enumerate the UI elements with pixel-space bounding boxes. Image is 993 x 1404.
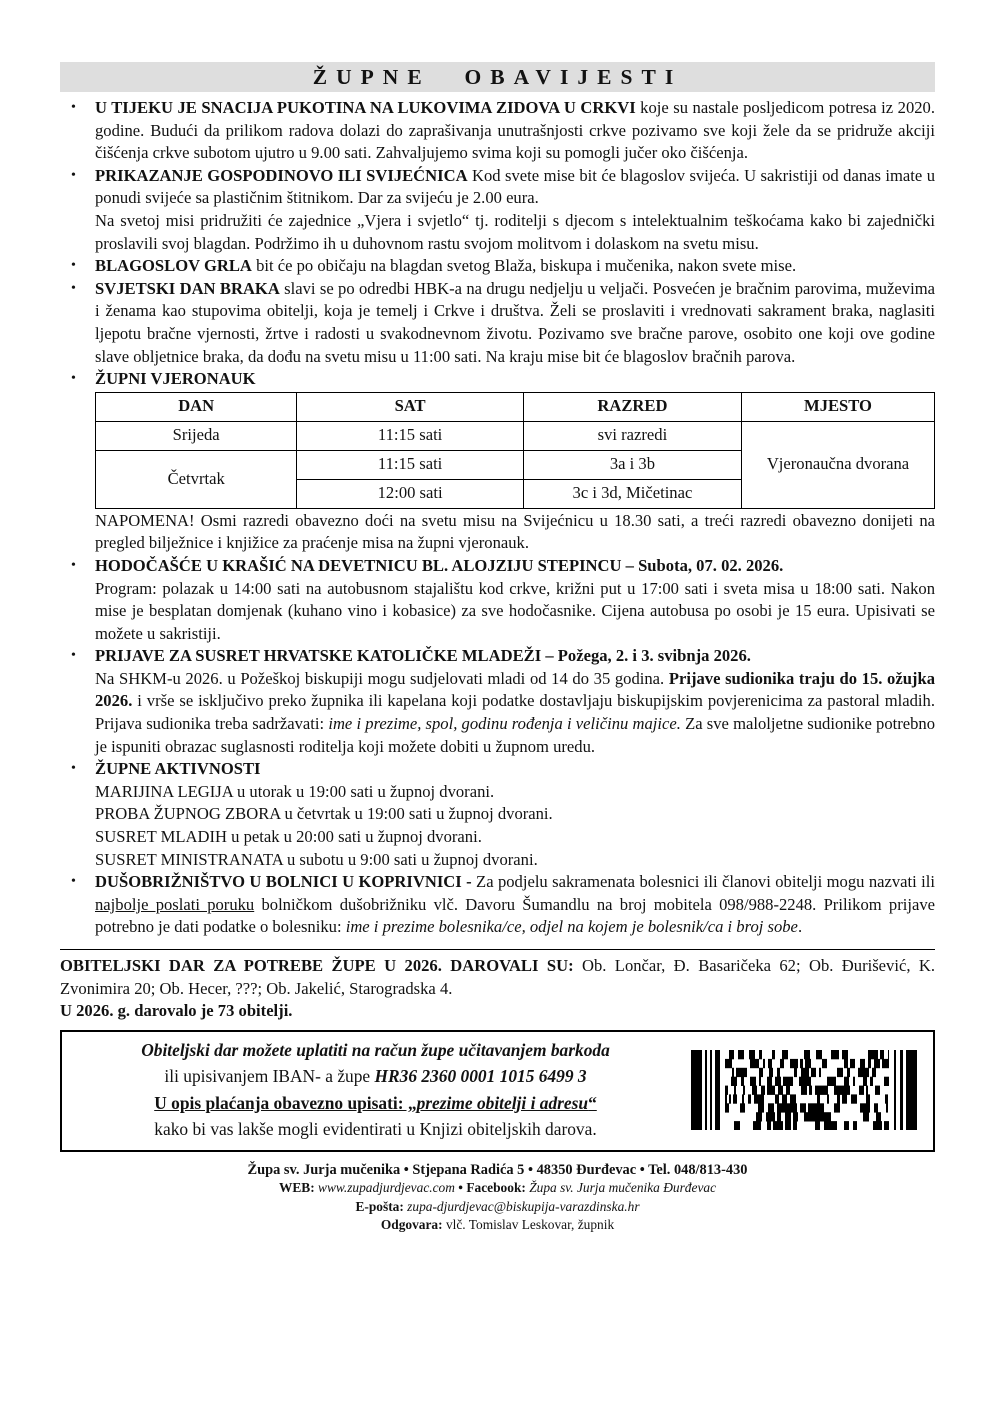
- youth-body-3: Za sve maloljetne sudionike potrebno je ispuniti obrazac suglasnosti roditelja koji možete dobiti u župnom uredu.: [95, 714, 936, 756]
- table-header-dan: DAN: [96, 392, 297, 421]
- activity-line: MARIJINA LEGIJA u utorak u 19:00 sati u župnoj dvorani.: [95, 781, 495, 801]
- announcement-candlemas: [60, 165, 935, 255]
- family-gift-lead: OBITELJSKI DAR ZA POTREBE ŽUPE U 2026. DAROVALI SU:: [60, 956, 574, 975]
- family-gift-text: [60, 955, 935, 1000]
- payment-iban-label: ili upisivanjem IBAN- a župe: [164, 1066, 375, 1087]
- payment-iban-value: HR36 2360 0001 1015 6499 3: [374, 1066, 587, 1087]
- facebook-value: Župa sv. Jurja mučenika Đurđevac: [529, 1180, 717, 1196]
- footer-web-line: [60, 1179, 935, 1197]
- footer: [60, 1161, 935, 1235]
- activity-line: PROBA ŽUPNOG ZBORA u četvrtak u 19:00 sati u župnoj dvorani.: [95, 804, 553, 824]
- table-header-razred: RAZRED: [523, 392, 741, 421]
- payment-line-1: Obiteljski dar možete uplatiti na račun župe učitavanjem barkoda: [141, 1039, 610, 1060]
- bullet-icon: •: [71, 648, 76, 664]
- family-gift-total: U 2026. g. darovalo je 73 obitelji.: [60, 1001, 293, 1021]
- throat-blessing-body: bit će po običaju na blagdan svetog Blaža, biskupa i mučenika, nakon svete mise.: [251, 256, 797, 276]
- youth-required-data: ime i prezime, spol, godinu rođenja i veličinu majice.: [328, 714, 681, 734]
- payment-line-4: kako bi vas lakše mogli evidentirati u Knjizi obiteljskih darova.: [154, 1119, 597, 1140]
- payment-description-value: prezime obitelji i adresu: [416, 1092, 589, 1113]
- activity-line: SUSRET MINISTRANATA u subotu u 9:00 sati u župnoj dvorani.: [95, 849, 538, 869]
- crack-repair-text: [95, 97, 935, 165]
- bullet-icon: •: [71, 280, 76, 296]
- bullet-icon: •: [71, 371, 76, 387]
- bullet-icon: •: [71, 557, 76, 573]
- payment-description-quote-close: “: [588, 1092, 597, 1113]
- crack-repair-body: koje su nastale posljedicom potresa iz 2020. godine. Budući da prilikom radova dolazi do zaprašivanja unutrašnjosti crkve pozivamo sve koji žele da se pridruže akciji čišćenja crkve subotom ujutro u 9.00 sati. Zahvaljujemo svima koji su pomogli jučer oko čišćenja.: [95, 98, 935, 163]
- table-cell-class-wed: svi razredi: [523, 421, 741, 450]
- payment-barcode-icon: [685, 1050, 923, 1130]
- table-cell-time-thu2: 12:00 sati: [297, 479, 524, 508]
- web-label: WEB:: [278, 1180, 315, 1196]
- activity-line: SUSRET MLADIH u petak u 20:00 sati u župnoj dvorani.: [95, 827, 482, 847]
- youth-deadline: Prijave sudionika traju do 15. ožujka 2026.: [95, 668, 935, 711]
- parish-address-line: Župa sv. Jurja mučenika • Stjepana Radića 5 • 48350 Đurđevac • Tel. 048/813-430: [247, 1161, 748, 1178]
- activities-lead: ŽUPNE AKTIVNOSTI: [95, 759, 261, 779]
- table-cell-time-wed: 11:15 sati: [297, 421, 524, 450]
- announcement-crack-repair: [60, 97, 935, 165]
- candlemas-body: Kod svete mise bit će blagoslov svijeća. U sakristiji od danas imate u ponudi svijeće sa plastičnim štitnikom. Dar za svijeću je 2.00 eura.: [95, 165, 935, 208]
- web-value: www.zupadjurdjevac.com: [318, 1180, 455, 1196]
- pilgrimage-body: Program: polazak u 14:00 sati na autobusnom stajalištu kod crkve, križni put u 17:00 sati i sveta misa u 18:00 sati. Nakon mise je besplatan domjenak (kuhano vino i kobasice) za sve hodočasnike. Cijena autobusa po osobi je 15 eura. Upisivati se možete u sakristiji.: [95, 578, 935, 643]
- catechism-lead: ŽUPNI VJERONAUK: [95, 369, 256, 389]
- announcement-pilgrimage: [60, 555, 935, 645]
- family-gift-donors: Ob. Lončar, Đ. Basaričeka 62; Ob. Đurišević, K. Zvonimira 20; Ob. Hecer, ???; Ob. Jakelić, Starogradska 4.: [60, 956, 935, 998]
- table-cell-place: Vjeronaučna dvorana: [742, 421, 935, 508]
- table-row: [96, 421, 935, 450]
- bullet-icon: •: [71, 258, 76, 274]
- youth-meeting-lead: PRIJAVE ZA SUSRET HRVATSKE KATOLIČKE MLADEŽI – Požega, 2. i 3. svibnja 2026.: [95, 646, 751, 666]
- hospital-lead: DUŠOBRIŽNIŠTVO U BOLNICI U KOPRIVNICI -: [95, 872, 472, 892]
- table-header-row: [96, 392, 935, 421]
- payment-instructions: [72, 1037, 679, 1143]
- announcement-throat-blessing: [60, 255, 935, 278]
- table-header-mjesto: MJESTO: [742, 392, 935, 421]
- marriage-day-lead: SVJETSKI DAN BRAKA: [95, 278, 280, 298]
- payment-box: [60, 1030, 935, 1152]
- bullet-icon: •: [71, 761, 76, 777]
- family-gift-section: [60, 955, 935, 1023]
- crack-repair-lead: U TIJEKU JE SNACIJA PUKOTINA NA LUKOVIMA ZIDOVA U CRKVI: [95, 98, 636, 117]
- announcement-activities: [60, 758, 935, 871]
- announcement-catechism: [60, 368, 935, 555]
- hospital-body-3: .: [797, 917, 803, 937]
- email-label: E-pošta:: [355, 1198, 404, 1214]
- catechism-table: [95, 392, 935, 509]
- section-divider: [60, 949, 935, 950]
- announcement-hospital-chaplaincy: [60, 871, 935, 939]
- bullet-icon: •: [71, 100, 76, 115]
- pilgrimage-lead: HODOČAŠĆE U KRAŠIĆ NA DEVETNICU BL. ALOJZIJU STEPINCU – Subota, 07. 02. 2026.: [95, 555, 784, 575]
- footer-responsible-line: [60, 1216, 935, 1234]
- facebook-label: Facebook:: [466, 1180, 526, 1196]
- table-cell-day-wed: Srijeda: [96, 421, 297, 450]
- footer-email-line: [60, 1198, 935, 1216]
- youth-body-2: i vrše se isključivo preko župnika ili kapelana koji podatke dostavljaju biskupijskim povjerenicima za pastoral mladih. Prijava sudionika treba sadržavati:: [95, 691, 935, 734]
- throat-blessing-lead: BLAGOSLOV GRLA: [95, 256, 252, 276]
- announcement-youth-meeting: [60, 645, 935, 758]
- payment-description-label: U opis plaćanja obavezno upisati: „: [154, 1092, 417, 1113]
- table-cell-time-thu1: 11:15 sati: [297, 450, 524, 479]
- bullet-icon: •: [71, 874, 76, 890]
- payment-line-2: [72, 1063, 679, 1090]
- candlemas-paragraph-2: Na svetoj misi pridružiti će zajednice „Vjera i svjetlo“ tj. roditelji s djecom s intelektualnim teškoćama kako bi zajednički proslavili svoj blagdan. Podržimo ih u duhovnom rastu svojom molitvom i dolaskom na svetu misu.: [95, 210, 935, 253]
- candlemas-text: [95, 165, 935, 210]
- youth-meeting-body: [95, 668, 935, 758]
- table-cell-class-thu1: 3a i 3b: [523, 450, 741, 479]
- responsible-label: Odgovara:: [380, 1217, 443, 1232]
- marriage-day-body: slavi se po odredbi HBK-a na drugu nedjelju u veljači. Posvećen je bračnim parovima, muževima i ženama kao stupovima obitelji, koja je temelj i Crkve i društva. Želi se proslaviti i vrednovati sakrament braka, naglasiti ljepotu bračne vjernosti, žrtve i radosti u svakodnevnom životu. Pozivamo sve bračne parove, osobito one koji ove godine slave obljetnice braka, da dođu na svetu misu u 11:00 sati. Na kraju mise bit će blagoslov bračnih parova.: [95, 278, 935, 366]
- hospital-text: [95, 871, 935, 939]
- announcement-marriage-day: [60, 278, 935, 368]
- page-title-banner: [60, 62, 935, 92]
- table-cell-class-thu2: 3c i 3d, Mičetinac: [523, 479, 741, 508]
- bullet-icon: •: [71, 167, 76, 183]
- page-title: ŽUPNE OBAVIJESTI: [312, 64, 683, 89]
- hospital-body-1: Za podjelu sakramenata bolesnici ili članovi obitelji mogu nazvati ili: [471, 872, 935, 892]
- marriage-day-text: [95, 278, 935, 368]
- hospital-required-data: ime i prezime bolesnika/ce, odjel na kojem je bolesnik/ca i broj sobe: [345, 917, 798, 937]
- responsible-value: vlč. Tomislav Leskovar, župnik: [445, 1217, 615, 1232]
- catechism-note: NAPOMENA! Osmi razredi obavezno doći na svetu misu na Svijećnicu u 18.30 sati, a treći razredi obavezno donijeti na pregled bilježnice i knjižice za praćenje misa na župni vjeronauk.: [95, 510, 935, 553]
- candlemas-lead: PRIKAZANJE GOSPODINOVO ILI SVIJEĆNICA: [95, 165, 468, 185]
- table-header-sat: SAT: [297, 392, 524, 421]
- table-cell-day-thu: Četvrtak: [96, 450, 297, 508]
- dot-separator: •: [458, 1180, 463, 1196]
- hospital-contact-note: najbolje poslati poruku: [95, 894, 255, 914]
- throat-blessing-text: [95, 255, 935, 278]
- hospital-body-2: bolničkom dušobrižniku vlč. Davoru Šumandlu na broj mobitela 098/988-2248. Prilikom prijave potrebno je dati podatke o bolesniku:: [95, 894, 935, 937]
- payment-line-3: [72, 1090, 679, 1117]
- youth-body-1: Na SHKM-u 2026. u Požeškoj biskupiji mogu sudjelovati mladi od 14 do 35 godina.: [95, 668, 669, 688]
- email-value: zupa-djurdjevac@biskupija-varazdinska.hr: [407, 1198, 640, 1214]
